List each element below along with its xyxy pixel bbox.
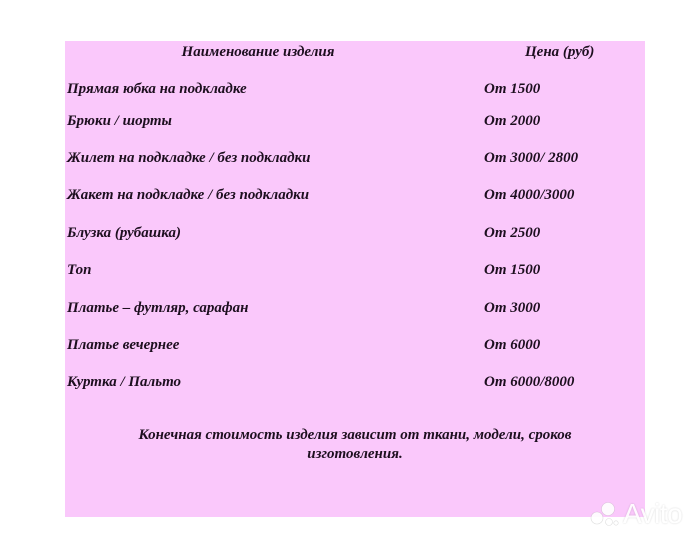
row-name: Блузка (рубашка) [67, 225, 181, 241]
avito-watermark [588, 497, 682, 531]
row-name: Прямая юбка на подкладке [67, 81, 247, 97]
header-price: Цена (руб) [525, 44, 595, 60]
row-name: Платье – футляр, сарафан [67, 300, 249, 316]
row-price: От 3000 [484, 300, 541, 316]
pricing-note-line2: изготовления. [307, 446, 403, 462]
row-price: От 1500 [484, 262, 541, 278]
row-price: От 1500 [484, 81, 541, 97]
row-name: Жилет на подкладке / без подкладки [67, 150, 311, 166]
row-price: От 6000 [484, 337, 541, 353]
pricing-note [85, 426, 625, 464]
price-list-panel [65, 41, 645, 517]
avito-dots-icon [588, 501, 620, 527]
avito-logo-text: Avito [623, 498, 683, 529]
row-price: От 3000/ 2800 [484, 150, 579, 166]
row-name: Топ [67, 262, 92, 278]
row-name: Платье вечернее [67, 337, 180, 353]
row-name: Куртка / Пальто [67, 374, 182, 390]
row-price: От 6000/8000 [484, 374, 575, 390]
row-name: Брюки / шорты [67, 113, 172, 129]
row-price: От 2500 [484, 225, 541, 241]
row-name: Жакет на подкладке / без подкладки [67, 187, 310, 203]
pricing-note-line1: Конечная стоимость изделия зависит от ткани, модели, сроков [138, 427, 572, 443]
row-price: От 2000 [484, 113, 541, 129]
row-price: От 4000/3000 [484, 187, 575, 203]
header-item-name: Наименование изделия [181, 44, 335, 60]
